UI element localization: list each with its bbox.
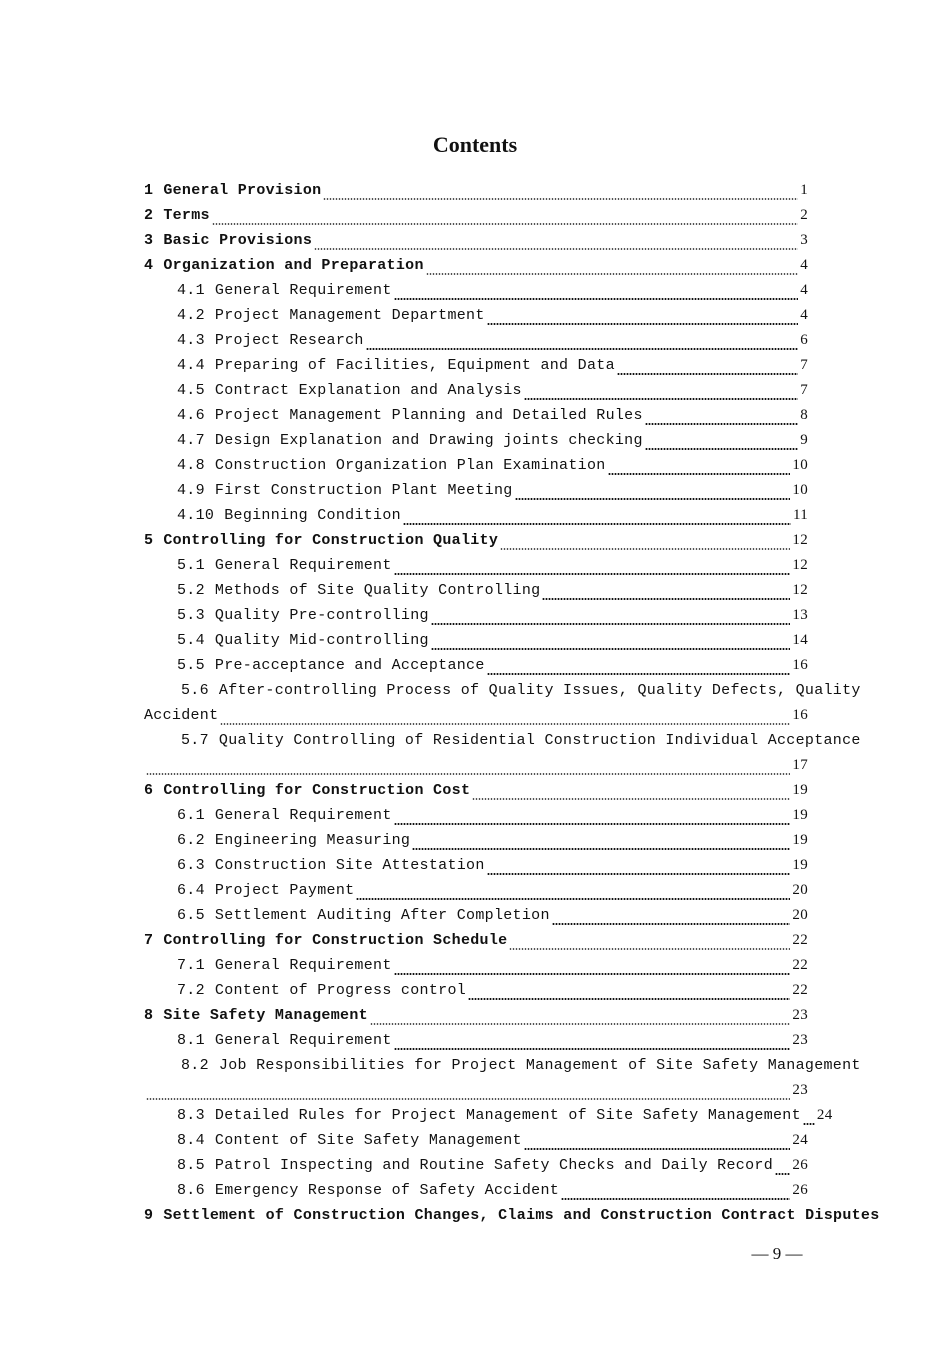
toc-entry-title: Detailed Rules for Project Management of Site Safety Management [214, 1107, 801, 1124]
toc-chapter-entry[interactable] [144, 178, 808, 203]
dot-leader [552, 923, 791, 925]
toc-entry-label [144, 928, 507, 953]
dot-leader [487, 323, 799, 325]
toc-page-number: 19 [792, 857, 808, 873]
toc-entry-number: 5.2 [177, 582, 205, 599]
toc-section-entry[interactable] [177, 953, 808, 978]
toc-section-entry[interactable] [177, 653, 808, 678]
dot-leader [509, 948, 790, 950]
toc-entry-title-continued: Accident [144, 707, 219, 724]
toc-entry-label [177, 353, 615, 378]
toc-entry-number: 6.5 [177, 907, 205, 924]
toc-page-number: 10 [792, 482, 808, 498]
toc-chapter-entry[interactable] [144, 253, 808, 278]
toc-entry-title: Quality Mid-controlling [214, 632, 429, 649]
toc-entry-number: 7.1 [177, 957, 205, 974]
toc-page-number: 24 [792, 1132, 808, 1148]
toc-page-number: 19 [792, 782, 808, 798]
toc-page-number: 26 [792, 1182, 808, 1198]
toc-entry-title: General Requirement [214, 557, 392, 574]
toc-page-number: 22 [792, 957, 808, 973]
toc-page-number: 22 [792, 932, 808, 948]
toc-page-number: 23 [792, 1007, 808, 1023]
dot-leader [403, 523, 791, 525]
toc-entry-label [177, 453, 606, 478]
toc-entry-number: 8.2 [181, 1057, 209, 1074]
dot-leader [500, 548, 790, 550]
toc-entry-number: 5.6 [181, 682, 209, 699]
toc-entry-label [177, 1128, 522, 1153]
toc-entry-title: Terms [163, 207, 210, 224]
toc-entry-number: 5.4 [177, 632, 205, 649]
toc-entry-title: Content of Progress control [214, 982, 467, 999]
toc-entry-label [177, 378, 522, 403]
toc-entry-label [177, 828, 410, 853]
toc-page-number: 1 [800, 182, 808, 198]
toc-entry-label [177, 553, 392, 578]
toc-section-entry[interactable] [177, 1028, 808, 1053]
toc-entry-title: General Requirement [214, 282, 392, 299]
toc-page-number: 7 [800, 357, 808, 373]
toc-entry-title: General Provision [163, 182, 322, 199]
toc-entry-label [177, 953, 392, 978]
dot-leader [412, 848, 790, 850]
toc-page-number: 4 [800, 257, 808, 273]
toc-entry-title: Controlling for Construction Schedule [163, 932, 508, 949]
toc-page-number: 12 [792, 582, 808, 598]
toc-entry-title: Organization and Preparation [163, 257, 424, 274]
toc-entry-number: 4.6 [177, 407, 205, 424]
toc-entry-title: Engineering Measuring [214, 832, 411, 849]
page-title: Contents [432, 132, 518, 157]
toc-page-number: 22 [792, 982, 808, 998]
toc-entry-number: 4.5 [177, 382, 205, 399]
toc-entry-label [177, 803, 392, 828]
toc-entry-number: 5.7 [181, 732, 209, 749]
toc-entry-number: 8.5 [177, 1157, 205, 1174]
toc-page-number: 16 [792, 707, 808, 723]
toc-entry-number: 8.4 [177, 1132, 205, 1149]
toc-entry-label [177, 628, 429, 653]
toc-chapter-entry[interactable] [144, 528, 808, 553]
toc-section-entry[interactable] [177, 903, 808, 928]
dot-leader [472, 798, 790, 800]
toc-section-entry[interactable] [177, 428, 808, 453]
toc-section-entry[interactable] [177, 1128, 808, 1153]
dot-leader [487, 873, 791, 875]
toc-entry-title: General Requirement [214, 1032, 392, 1049]
dot-leader [524, 398, 798, 400]
toc-entry-label [177, 503, 401, 528]
dot-leader [394, 973, 791, 975]
toc-page-number: 19 [792, 832, 808, 848]
toc-entry-number: 6.3 [177, 857, 205, 874]
dot-leader [775, 1173, 790, 1175]
toc-entry-number: 5.1 [177, 557, 205, 574]
toc-chapter-entry[interactable] [144, 203, 808, 228]
toc-entry-number: 6 [144, 782, 154, 799]
toc-section-entry[interactable] [177, 878, 808, 903]
toc-entry-label [144, 228, 312, 253]
toc-page-number: 13 [792, 607, 808, 623]
toc-section-entry[interactable] [181, 678, 861, 703]
toc-entry-number: 8 [144, 1007, 154, 1024]
toc-entry-label [177, 903, 550, 928]
toc-section-entry[interactable] [177, 478, 808, 503]
toc-entry-title: Patrol Inspecting and Routine Safety Checks and Daily Record [214, 1157, 773, 1174]
toc-page-number: 12 [792, 557, 808, 573]
toc-entry-title: Emergency Response of Safety Accident [214, 1182, 560, 1199]
toc-section-entry[interactable] [177, 303, 808, 328]
toc-entry-title: Project Management Planning and Detailed Rules [214, 407, 643, 424]
toc-section-entry[interactable] [177, 328, 808, 353]
toc-page-number: 19 [792, 807, 808, 823]
dot-leader [524, 1148, 791, 1150]
toc-entry-number: 6.2 [177, 832, 205, 849]
toc-page-number: 20 [792, 907, 808, 923]
dot-leader [370, 1023, 790, 1025]
toc-entry-number: 5.3 [177, 607, 205, 624]
toc-entry-title: Project Research [214, 332, 364, 349]
dot-leader [394, 573, 791, 575]
toc-section-entry[interactable] [177, 853, 808, 878]
dot-leader [468, 998, 790, 1000]
toc-entry-title: Pre-acceptance and Acceptance [214, 657, 485, 674]
dot-leader [645, 448, 798, 450]
toc-entry-number: 3 [144, 232, 154, 249]
toc-entry-title: Quality Controlling of Residential Construction Individual Acceptance [218, 732, 861, 749]
toc-section-entry[interactable] [177, 578, 808, 603]
toc-page-number: 12 [792, 532, 808, 548]
toc-page-number: 8 [800, 407, 808, 423]
toc-section-entry[interactable] [177, 978, 808, 1003]
toc-page-number: 11 [792, 507, 808, 523]
toc-entry-number: 2 [144, 207, 154, 224]
toc-entry-label [177, 878, 354, 903]
dot-leader [431, 623, 791, 625]
toc-entry-number: 4.10 [177, 507, 215, 524]
toc-entry-number: 4.4 [177, 357, 205, 374]
dot-leader [542, 598, 790, 600]
toc-chapter-entry[interactable] [144, 928, 808, 953]
toc-section-entry[interactable] [177, 603, 808, 628]
toc-page-number: 14 [792, 632, 808, 648]
toc-section-entry[interactable] [177, 828, 808, 853]
toc-entry-title: Controlling for Construction Quality [163, 532, 499, 549]
toc-entry-label [177, 603, 429, 628]
dot-leader [617, 373, 798, 375]
toc-entry-label [177, 653, 485, 678]
toc-entry-label [144, 1203, 880, 1228]
dot-leader [314, 248, 798, 250]
dot-leader [146, 773, 790, 775]
dot-leader [366, 348, 798, 350]
toc-entry-title: First Construction Plant Meeting [214, 482, 513, 499]
toc-entry-number: 8.3 [177, 1107, 205, 1124]
toc-page-number: 23 [792, 1082, 808, 1098]
toc-entry-label [181, 728, 861, 753]
toc-entry-number: 4.9 [177, 482, 205, 499]
toc-chapter-entry[interactable] [144, 1203, 880, 1228]
toc-entry-title: Project Management Department [214, 307, 485, 324]
toc-entry-number: 8.6 [177, 1182, 205, 1199]
toc-page-number: 3 [800, 232, 808, 248]
toc-entry-label [177, 1103, 801, 1128]
toc-section-entry[interactable] [177, 1178, 808, 1203]
dot-leader [212, 223, 798, 225]
toc-entry-label [177, 578, 540, 603]
toc-entry-title: Contract Explanation and Analysis [214, 382, 522, 399]
toc-page-number: 24 [816, 1107, 833, 1123]
toc-entry-number: 4.2 [177, 307, 205, 324]
toc-entry-label [144, 178, 321, 203]
toc-entry-label [177, 328, 364, 353]
dot-leader [220, 723, 790, 725]
toc-entry-number: 4.7 [177, 432, 205, 449]
dot-leader [515, 498, 791, 500]
toc-entry-label [177, 278, 392, 303]
toc-page-number: 2 [800, 207, 808, 223]
toc-entry-label [177, 1178, 559, 1203]
toc-section-entry[interactable] [177, 453, 808, 478]
toc-chapter-entry[interactable] [144, 228, 808, 253]
toc-page-number: 26 [792, 1157, 808, 1173]
toc-entry-number: 8.1 [177, 1032, 205, 1049]
toc-entry-number: 6.1 [177, 807, 205, 824]
toc-entry-label [144, 778, 470, 803]
toc-entry-number: 4.8 [177, 457, 205, 474]
toc-entry-title: Settlement of Construction Changes, Claims and Construction Contract Disputes [163, 1207, 880, 1224]
toc-section-entry[interactable] [177, 353, 808, 378]
toc-entry-label [177, 428, 643, 453]
toc-entry-label [177, 303, 485, 328]
toc-entry-continuation[interactable] [144, 753, 808, 778]
toc-entry-title: Content of Site Safety Management [214, 1132, 522, 1149]
toc-entry-continuation[interactable] [144, 703, 808, 728]
toc-section-entry[interactable] [177, 628, 808, 653]
toc-entry-number: 4.1 [177, 282, 205, 299]
toc-entry-title: Settlement Auditing After Completion [214, 907, 550, 924]
toc-entry-title: Beginning Condition [224, 507, 401, 524]
toc-page-number: 20 [792, 882, 808, 898]
toc-entry-label [144, 528, 498, 553]
toc-entry-continuation[interactable] [144, 1078, 808, 1103]
toc-entry-number: 4 [144, 257, 154, 274]
dot-leader [645, 423, 798, 425]
toc-entry-label [144, 253, 424, 278]
toc-entry-title: Project Payment [214, 882, 355, 899]
toc-entry-label [177, 403, 643, 428]
toc-entry-label [144, 1003, 368, 1028]
toc-section-entry[interactable] [177, 553, 808, 578]
toc-section-entry[interactable] [177, 803, 808, 828]
dot-leader [394, 1048, 791, 1050]
dot-leader [426, 273, 798, 275]
toc-section-entry[interactable] [177, 278, 808, 303]
dot-leader [431, 648, 791, 650]
dot-leader [394, 823, 791, 825]
toc-entry-label [177, 853, 485, 878]
toc-section-entry[interactable] [177, 1153, 808, 1178]
toc-entry-title: Quality Pre-controlling [214, 607, 429, 624]
toc-entry-label [144, 203, 210, 228]
toc-entry-label [177, 478, 513, 503]
toc-entry-number: 7.2 [177, 982, 205, 999]
toc-entry-title: Controlling for Construction Cost [163, 782, 471, 799]
toc-entry-number: 5 [144, 532, 154, 549]
toc-section-entry[interactable] [181, 728, 861, 753]
toc-entry-label [177, 1153, 773, 1178]
dot-leader [608, 473, 791, 475]
toc-chapter-entry[interactable] [144, 778, 808, 803]
toc-page-number: 7 [800, 382, 808, 398]
toc-entry-title: Basic Provisions [163, 232, 313, 249]
dot-leader [803, 1123, 815, 1125]
toc-page-number: 17 [792, 757, 808, 773]
page-number-footer: — 9 — [751, 1244, 803, 1263]
toc-section-entry[interactable] [181, 1053, 861, 1078]
toc-entry-title: General Requirement [214, 957, 392, 974]
toc-entry-title: Site Safety Management [163, 1007, 368, 1024]
toc-chapter-entry[interactable] [144, 1003, 808, 1028]
toc-page-number: 9 [800, 432, 808, 448]
toc-section-entry[interactable] [177, 503, 808, 528]
toc-section-entry[interactable] [177, 403, 808, 428]
toc-section-entry[interactable] [177, 1103, 833, 1128]
toc-page-number: 6 [800, 332, 808, 348]
dot-leader [487, 673, 791, 675]
dot-leader [356, 898, 790, 900]
toc-entry-number: 7 [144, 932, 154, 949]
toc-page-number: 10 [792, 457, 808, 473]
toc-entry-title: Construction Organization Plan Examination [214, 457, 606, 474]
toc-entry-number: 4.3 [177, 332, 205, 349]
toc-page-number: 16 [792, 657, 808, 673]
toc-page-number: 4 [800, 307, 808, 323]
toc-entry-number: 1 [144, 182, 154, 199]
toc-entry-title: Preparing of Facilities, Equipment and Data [214, 357, 615, 374]
toc-entry-title: After-controlling Process of Quality Issues, Quality Defects, Quality [218, 682, 861, 699]
dot-leader [561, 1198, 790, 1200]
dot-leader [323, 198, 798, 200]
toc-entry-title: Design Explanation and Drawing joints checking [214, 432, 643, 449]
toc-entry-number: 6.4 [177, 882, 205, 899]
toc-entry-label [177, 1028, 392, 1053]
toc-entry-title: Methods of Site Quality Controlling [214, 582, 541, 599]
dot-leader [394, 298, 799, 300]
toc-entry-title: General Requirement [214, 807, 392, 824]
toc-entry-label [177, 978, 466, 1003]
toc-entry-number: 5.5 [177, 657, 205, 674]
toc-entry-number: 9 [144, 1207, 154, 1224]
dot-leader [146, 1098, 790, 1100]
toc-page-number: 23 [792, 1032, 808, 1048]
toc-entry-title: Job Responsibilities for Project Management of Site Safety Management [218, 1057, 861, 1074]
toc-entry-title: Construction Site Attestation [214, 857, 485, 874]
toc-entry-label [181, 678, 861, 703]
toc-entry-label [181, 1053, 861, 1078]
toc-section-entry[interactable] [177, 378, 808, 403]
toc-page-number: 4 [800, 282, 808, 298]
